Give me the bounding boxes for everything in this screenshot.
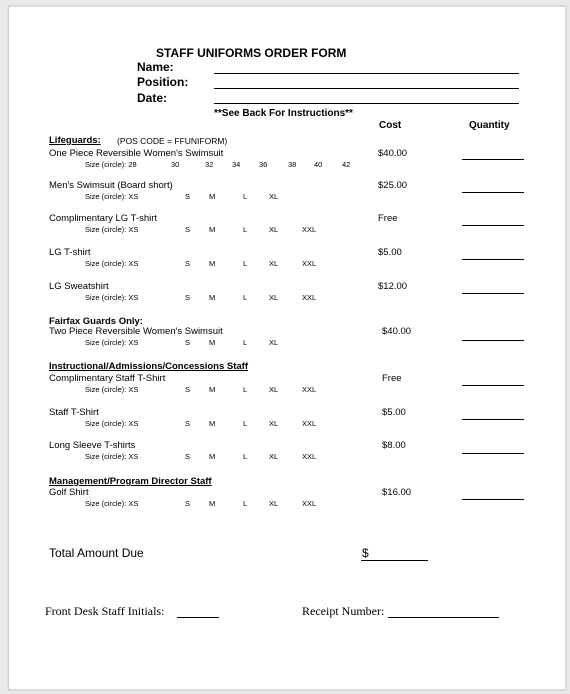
size-option[interactable]: XL [269, 293, 279, 302]
item-name: Staff T-Shirt [49, 407, 99, 418]
size-option[interactable]: M [209, 499, 216, 508]
size-label: Size (circle): XS [85, 385, 139, 394]
size-option[interactable]: S [185, 293, 191, 302]
section-instructional: Instructional/Admissions/Concessions Staff [49, 361, 249, 372]
size-option[interactable]: M [209, 259, 216, 268]
total-label: Total Amount Due [49, 546, 144, 560]
position-field[interactable] [214, 88, 519, 89]
size-option[interactable]: XXL [302, 225, 317, 234]
size-option[interactable]: S [185, 225, 191, 234]
item-cost: $25.00 [378, 180, 408, 191]
item-cost: $8.00 [382, 440, 406, 451]
size-option[interactable]: XL [269, 259, 279, 268]
section-management: Management/Program Director Staff [49, 476, 212, 487]
item-cost: Free [378, 213, 398, 224]
item-name: Men's Swimsuit (Board short) [49, 180, 173, 191]
size-option[interactable]: 34 [232, 160, 241, 169]
size-label: Size (circle): XS [85, 192, 139, 201]
date-label: Date: [137, 91, 168, 105]
size-label: Size (circle): XS [85, 259, 139, 268]
receipt-number-label: Receipt Number: [302, 604, 385, 618]
size-option[interactable]: S [185, 338, 191, 347]
size-option[interactable]: M [209, 293, 216, 302]
quantity-field[interactable] [462, 419, 524, 420]
size-option[interactable]: S [185, 499, 191, 508]
quantity-field[interactable] [462, 453, 524, 454]
size-option[interactable]: S [185, 452, 191, 461]
size-option[interactable]: M [209, 419, 216, 428]
instructions-note: **See Back For Instructions** [214, 108, 353, 119]
size-option[interactable]: XXL [302, 452, 317, 461]
item-name: LG Sweatshirt [49, 281, 109, 292]
size-option[interactable]: L [243, 293, 248, 302]
size-option[interactable]: XXL [302, 293, 317, 302]
size-option[interactable]: XXL [302, 499, 317, 508]
form-title: STAFF UNIFORMS ORDER FORM [156, 46, 347, 60]
quantity-field[interactable] [462, 259, 524, 260]
size-option[interactable]: M [209, 225, 216, 234]
item-cost: $5.00 [378, 247, 402, 258]
size-option[interactable]: XL [269, 192, 279, 201]
size-option[interactable]: 36 [259, 160, 268, 169]
item-name: Two Piece Reversible Women's Swimsuit [49, 326, 223, 337]
total-currency: $ [362, 546, 369, 560]
front-desk-initials-field[interactable] [177, 617, 219, 618]
size-option[interactable]: L [243, 385, 248, 394]
size-option[interactable]: S [185, 259, 191, 268]
quantity-field[interactable] [462, 499, 524, 500]
receipt-number-field[interactable] [388, 617, 499, 618]
pos-code-note: (POS CODE = FFUNIFORM) [117, 136, 228, 146]
item-cost: $12.00 [378, 281, 408, 292]
size-option[interactable]: 30 [171, 160, 180, 169]
size-option[interactable]: L [243, 338, 248, 347]
size-option[interactable]: 42 [342, 160, 351, 169]
name-label: Name: [137, 60, 174, 74]
size-label: Size (circle): XS [85, 225, 139, 234]
item-cost: $40.00 [378, 148, 408, 159]
size-label: Size (circle): XS [85, 338, 139, 347]
size-option[interactable]: 32 [205, 160, 214, 169]
quantity-field[interactable] [462, 192, 524, 193]
section-fairfax: Fairfax Guards Only: [49, 316, 143, 327]
size-option[interactable]: L [243, 419, 248, 428]
quantity-field[interactable] [462, 385, 524, 386]
size-option[interactable]: L [243, 259, 248, 268]
size-label: Size (circle): XS [85, 419, 139, 428]
item-name: LG T-shirt [49, 247, 91, 258]
section-lifeguards [49, 135, 101, 146]
position-label: Position: [137, 75, 189, 89]
size-option[interactable]: L [243, 192, 248, 201]
size-option[interactable]: XXL [302, 419, 317, 428]
size-option[interactable]: L [243, 499, 248, 508]
size-option[interactable]: XL [269, 338, 279, 347]
front-desk-initials-label: Front Desk Staff Initials: [45, 604, 165, 618]
cost-column-header: Cost [379, 120, 402, 131]
section-lifeguards-title: Lifeguards: [49, 135, 101, 146]
size-option[interactable]: XL [269, 225, 279, 234]
item-name: Complimentary Staff T-Shirt [49, 373, 166, 384]
size-option[interactable]: M [209, 452, 216, 461]
size-option[interactable]: XXL [302, 385, 317, 394]
size-option[interactable]: 40 [314, 160, 323, 169]
size-option[interactable]: S [185, 192, 191, 201]
size-option[interactable]: L [243, 452, 248, 461]
size-option[interactable]: S [185, 419, 191, 428]
item-cost: $40.00 [382, 326, 412, 337]
order-form-page [8, 6, 566, 690]
size-option[interactable]: XL [269, 452, 279, 461]
item-name: Long Sleeve T-shirts [49, 440, 136, 451]
item-name: Complimentary LG T-shirt [49, 213, 158, 224]
size-label: Size (circle): XS [85, 293, 139, 302]
item-name: One Piece Reversible Women's Swimsuit [49, 148, 224, 159]
date-field[interactable] [214, 103, 519, 104]
size-option[interactable]: S [185, 385, 191, 394]
item-name: Golf Shirt [49, 487, 89, 498]
size-option[interactable]: M [209, 338, 216, 347]
size-option[interactable]: XL [269, 499, 279, 508]
size-option[interactable]: L [243, 225, 248, 234]
item-cost: $5.00 [382, 407, 406, 418]
size-label: Size (circle): XS [85, 452, 139, 461]
size-label: Size (circle): XS [85, 499, 139, 508]
quantity-field[interactable] [462, 293, 524, 294]
total-amount-field[interactable] [361, 560, 428, 561]
quantity-field[interactable] [462, 225, 524, 226]
quantity-field[interactable] [462, 159, 524, 160]
name-field[interactable] [214, 73, 519, 74]
size-option[interactable]: XXL [302, 259, 317, 268]
item-cost: $16.00 [382, 487, 412, 498]
size-label: Size (circle): 28 [85, 160, 137, 169]
size-option[interactable]: XL [269, 419, 279, 428]
size-option[interactable]: 38 [288, 160, 297, 169]
size-option[interactable]: M [209, 385, 216, 394]
item-cost: Free [382, 373, 402, 384]
quantity-field[interactable] [462, 340, 524, 341]
quantity-column-header: Quantity [469, 120, 510, 131]
size-option[interactable]: XL [269, 385, 279, 394]
size-option[interactable]: M [209, 192, 216, 201]
